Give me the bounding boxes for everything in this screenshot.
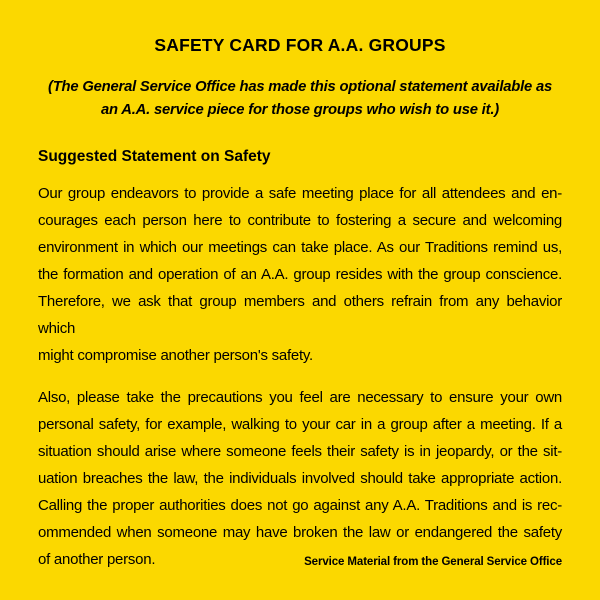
statement-paragraph-2	[38, 384, 562, 573]
paragraph-line: of another person.	[38, 551, 156, 568]
card-title: SAFETY CARD FOR A.A. GROUPS	[154, 35, 446, 55]
section-heading: Suggested Statement on Safety	[38, 148, 271, 165]
subtitle-line-2: an A.A. service piece for those groups who wish to use it.)	[101, 102, 499, 118]
paragraph-line: personal safety, for example, walking to your car in a group after a meeting. If a	[38, 416, 562, 433]
paragraph-line: courages each person here to contribute to fostering a secure and welcoming	[38, 212, 562, 229]
paragraph-line: ommended when someone may have broken the law or endangered the safety	[38, 524, 562, 541]
paragraph-line: Also, please take the precautions you feel are necessary to ensure your own	[38, 389, 562, 406]
paragraph-line: Calling the proper authorities does not go against any A.A. Traditions and is rec-	[38, 497, 562, 514]
paragraph-line: Our group endeavors to provide a safe meeting place for all attendees and en-	[38, 185, 562, 202]
paragraph-line: might compromise another person's safety.	[38, 347, 313, 364]
paragraph-line: the formation and operation of an A.A. group resides with the group conscience.	[38, 266, 562, 283]
footer-credit: Service Material from the General Service Office	[304, 556, 562, 568]
paragraph-line: Therefore, we ask that group members and others refrain from any behavior which	[38, 293, 562, 337]
subtitle-line-1: (The General Service Office has made this optional statement available as	[47, 79, 553, 95]
card-subtitle	[38, 76, 562, 122]
paragraph-line: uation breaches the law, the individuals involved should take appropriate action.	[38, 470, 562, 487]
paragraph-line: situation should arise where someone feels their safety is in jeopardy, or the sit-	[38, 443, 562, 460]
statement-paragraph-1	[38, 180, 562, 369]
paragraph-line: environment in which our meetings can take place. As our Traditions remind us,	[38, 239, 562, 256]
